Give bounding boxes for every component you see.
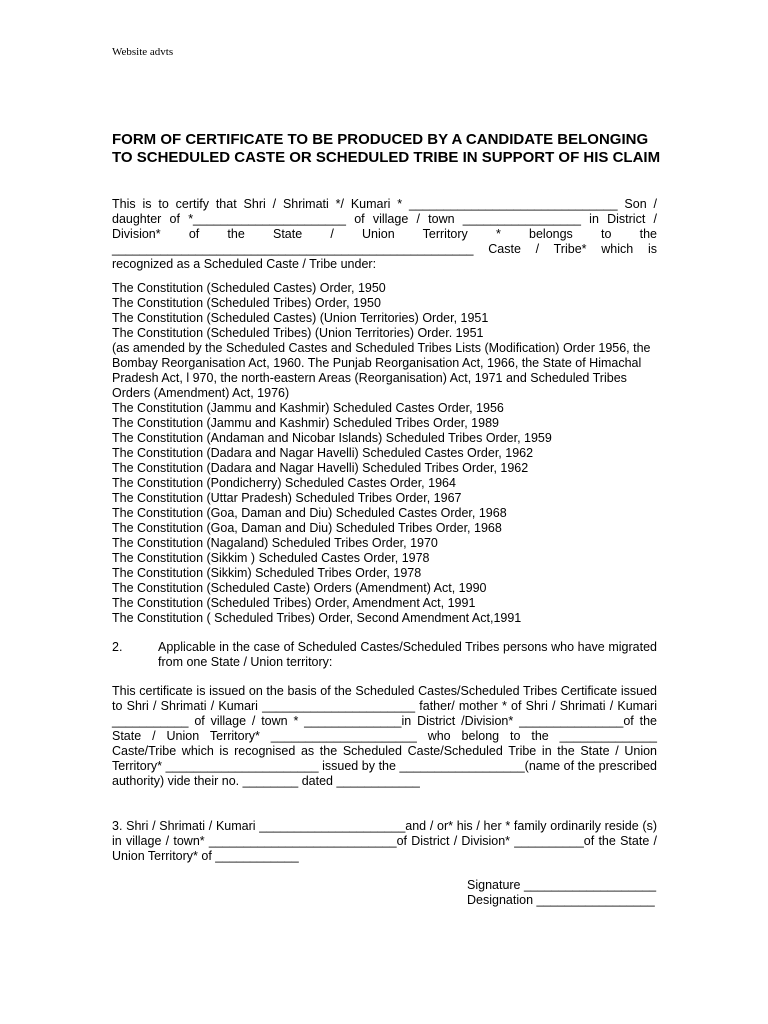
list-item: The Constitution (Nagaland) Scheduled Tribes Order, 1970	[112, 536, 438, 550]
designation-line: Designation _________________	[467, 893, 655, 907]
list-item: The Constitution (Sikkim ) Scheduled Castes Order, 1978	[112, 551, 430, 565]
list-item: The Constitution ( Scheduled Tribes) Order, Second Amendment Act,1991	[112, 611, 522, 625]
section-text: Applicable in the case of Scheduled Castes/Scheduled Tribes persons who have migrated from one State / Union territory:	[158, 640, 657, 669]
list-item: The Constitution (Uttar Pradesh) Scheduled Tribes Order, 1967	[112, 491, 462, 505]
residence-paragraph: 3. Shri / Shrimati / Kumari _____________________and / or* his / her * family ordinarily reside (s) in village / town* ___________________________of District / Division* __________of the State / Union Territory* of ____________	[112, 819, 657, 863]
list-item: The Constitution (Pondicherry) Scheduled Castes Order, 1964	[112, 476, 456, 490]
list-item: The Constitution (Scheduled Caste) Orders (Amendment) Act, 1990	[112, 581, 487, 595]
section-2	[112, 640, 657, 670]
list-item: The Constitution (Scheduled Tribes) (Union Territories) Order. 1951	[112, 326, 484, 340]
list-item: The Constitution (Scheduled Tribes) Order, Amendment Act, 1991	[112, 596, 476, 610]
list-item: The Constitution (Scheduled Castes) Order, 1950	[112, 281, 386, 295]
list-item: The Constitution (Goa, Daman and Diu) Scheduled Castes Order, 1968	[112, 506, 507, 520]
page-header: Website advts	[112, 46, 174, 58]
list-item: The Constitution (Scheduled Castes) (Union Territories) Order, 1951	[112, 311, 489, 325]
list-item: The Constitution (Dadara and Nagar Havelli) Scheduled Tribes Order, 1962	[112, 461, 529, 475]
list-item: The Constitution (Andaman and Nicobar Islands) Scheduled Tribes Order, 1959	[112, 431, 552, 445]
constitution-orders-list	[112, 281, 660, 626]
list-item: The Constitution (Scheduled Tribes) Order, 1950	[112, 296, 381, 310]
list-item: The Constitution (Sikkim) Scheduled Tribes Order, 1978	[112, 566, 422, 580]
list-item: The Constitution (Jammu and Kashmir) Scheduled Castes Order, 1956	[112, 401, 504, 415]
signature-block	[467, 878, 657, 908]
list-item: The Constitution (Jammu and Kashmir) Scheduled Tribes Order, 1989	[112, 416, 499, 430]
list-item: The Constitution (Dadara and Nagar Havelli) Scheduled Castes Order, 1962	[112, 446, 534, 460]
list-item: The Constitution (Goa, Daman and Diu) Scheduled Tribes Order, 1968	[112, 521, 502, 535]
section-number: 2.	[112, 640, 123, 654]
signature-line: Signature ___________________	[467, 878, 657, 892]
migration-paragraph: This certificate is issued on the basis of the Scheduled Castes/Scheduled Tribes Certificate issued to Shri / Shrimati / Kumari ______________________ father/ mother * of Shri / Shrimati / Kumari ___________ of village / town * ______________in District /Division* _______________of the State / Union Territory* _____________________ who belong to the ______________ Caste/Tribe which is recognised as the Scheduled Caste/Scheduled Tribe in the State / Union Territory* ______________________ issued by the __________________(name of the prescribed authority) vide their no. ________ dated ____________	[112, 684, 657, 788]
document-title: FORM OF CERTIFICATE TO BE PRODUCED BY A CANDIDATE BELONGING TO SCHEDULED CASTE OR SCHEDULED TRIBE IN SUPPORT OF HIS CLAIM	[112, 131, 661, 166]
list-item: (as amended by the Scheduled Castes and Scheduled Tribes Lists (Modification) Order 1956, the Bombay Reorganisation Act, 1960. The Punjab Reorganisation Act, 1966, the State of Himachal Pradesh Act, l 970, the north-eastern Areas (Reorganisation) Act, 1971 and Scheduled Tribes Orders (Amendment) Act, 1976)	[112, 341, 651, 400]
certification-paragraph: This is to certify that Shri / Shrimati */ Kumari * ______________________________ Son / daughter of *______________________ of village / town _________________ in District / Division* of the State / Union Territory * belongs to the ____________________________________________________ Caste / Tribe* which is recognized as a Scheduled Caste / Tribe under:	[112, 197, 657, 271]
